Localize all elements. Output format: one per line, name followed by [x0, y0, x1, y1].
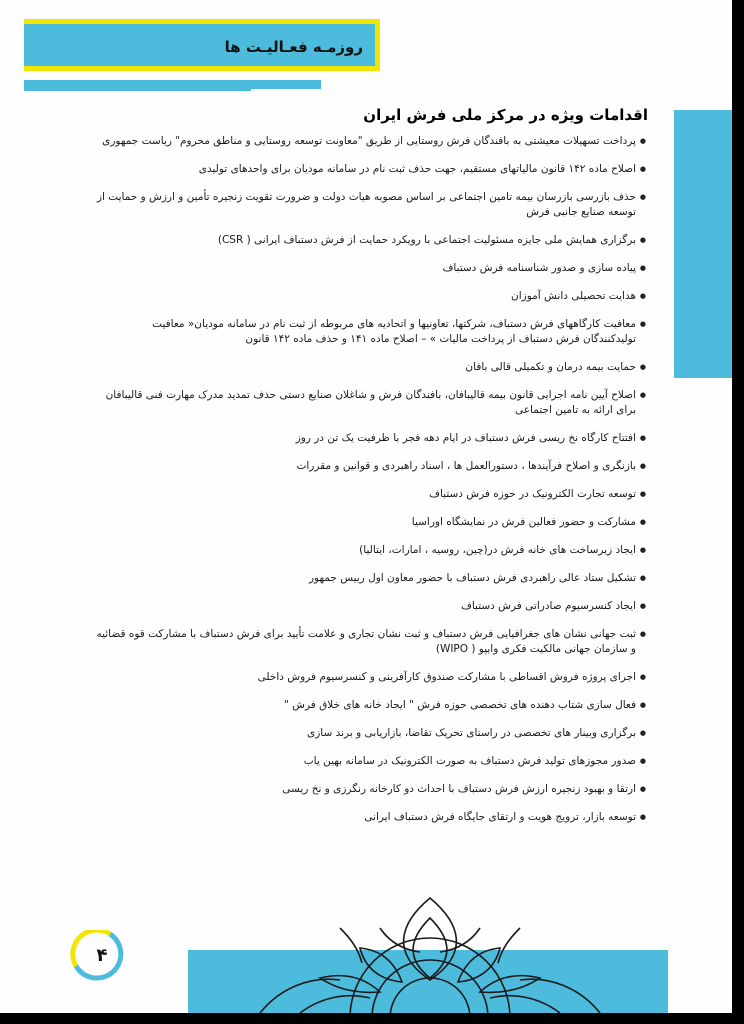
- list-item: ● اصلاح آیین نامه اجرایی قانون بیمه قالیبافان، بافندگان فرش و شاغلان صنایع دستی حذف تمدید مدرک مهارت فنی قالیبافان برای ارائه به تامین اجتماعی: [96, 388, 646, 418]
- list-item: ● برگزاری وبینار های تخصصی در راستای تحریک تقاضا، بازاریابی و برند سازی: [96, 726, 646, 741]
- list-item: ● بازنگری و اصلاح فرآیندها ، دستورالعمل ها ، اسناد راهبردی و قوانین و مقررات: [96, 459, 646, 474]
- list-item: ● مشارکت و حضور فعالین فرش در نمایشگاه اوراسیا: [96, 515, 646, 530]
- list-item: ● پرداخت تسهیلات معیشتی به بافندگان فرش روستایی از طریق "معاونت توسعه روستایی و مناطق محروم" ریاست جمهوری: [96, 134, 646, 149]
- list-item: ● ارتقا و بهبود زنجیره ارزش فرش دستباف با احداث دو کارخانه رنگرزی و نخ ریسی: [96, 782, 646, 797]
- header-banner: [24, 19, 380, 71]
- list-item: ● ثبت جهانی نشان های جغرافیایی فرش دستباف و ثبت نشان تجاری و علامت تأیید برای فرش دستباف با مشارکت قوه قضائیه و سازمان جهانی مالکیت فکری وایپو ( WIPO): [96, 627, 646, 657]
- list-item: ● اجرای پروژه فروش اقساطی با مشارکت صندوق کارآفرینی و کنسرسیوم فروش داخلی: [96, 670, 646, 685]
- list-item: ● ایجاد کنسرسیوم صادراتی فرش دستباف: [96, 599, 646, 614]
- list-item: ● هدایت تحصیلی دانش آموزان: [96, 289, 646, 304]
- activities-list: [96, 134, 646, 838]
- list-item: ● معافیت کارگاههای فرش دستباف، شرکتها، تعاونیها و اتحادیه های مربوطه از ثبت نام در سامانه مودیان« معافیت تولیدکنندگان فرش دستباف از پرداخت مالیات » – اصلاح ماده ۱۴۱ و حذف ماده ۱۴۲ قانون: [96, 317, 646, 347]
- list-item: ● برگزاری همایش ملی جایزه مسئولیت اجتماعی با رویکرد حمایت از فرش دستباف ایرانی ( CSR): [96, 233, 646, 248]
- list-item: ● توسعه تجارت الکترونیک در حوزه فرش دستباف: [96, 487, 646, 502]
- mandala-ornament-icon: [240, 868, 620, 1013]
- header-underline-bar: [24, 80, 251, 91]
- list-item: ● حمایت بیمه درمان و تکمیلی قالی بافان: [96, 360, 646, 375]
- header-title: روزمـه فعـالیـت ها: [224, 38, 363, 56]
- list-item: ● اصلاح ماده ۱۴۲ قانون مالیاتهای مستقیم، جهت حذف ثبت نام در سامانه مودیان برای واحدهای تولیدی: [96, 162, 646, 177]
- header-underline-bar-small: [251, 80, 321, 89]
- list-item: ● صدور مجوزهای تولید فرش دستباف به صورت الکترونیک در سامانه بهین یاب: [96, 754, 646, 769]
- list-item: ● پیاده سازی و صدور شناسنامه فرش دستباف: [96, 261, 646, 276]
- list-item: ● فعال سازی شتاب دهنده های تخصصی حوزه فرش " ایجاد خانه های خلاق فرش ": [96, 698, 646, 713]
- list-item: ● توسعه بازار، ترویج هویت و ارتقای جایگاه فرش دستباف ایرانی: [96, 810, 646, 825]
- list-item: ● ایجاد زیرساخت های خانه فرش در(چین، روسیه ، امارات، ایتالیا): [96, 543, 646, 558]
- list-item: ● حذف بازرسی بازرسان بیمه تامین اجتماعی بر اساس مصوبه هیات دولت و ضرورت تقویت زنجیره تأمین و ارزش و حمایت از توسعه صنایع جانبی فرش: [96, 190, 646, 220]
- mandala-decoration: [188, 868, 668, 1013]
- list-item: ● افتتاح کارگاه نخ ریسی فرش دستباف در ایام دهه فجر با ظرفیت یک تن در روز: [96, 431, 646, 446]
- side-accent-bar: [674, 110, 732, 378]
- page-number: ۴: [96, 945, 108, 966]
- list-item: ● تشکیل ستاد عالی راهبردی فرش دستباف با حضور معاون اول رییس جمهور: [96, 571, 646, 586]
- section-title: اقدامات ویژه در مرکز ملی فرش ایران: [363, 106, 648, 124]
